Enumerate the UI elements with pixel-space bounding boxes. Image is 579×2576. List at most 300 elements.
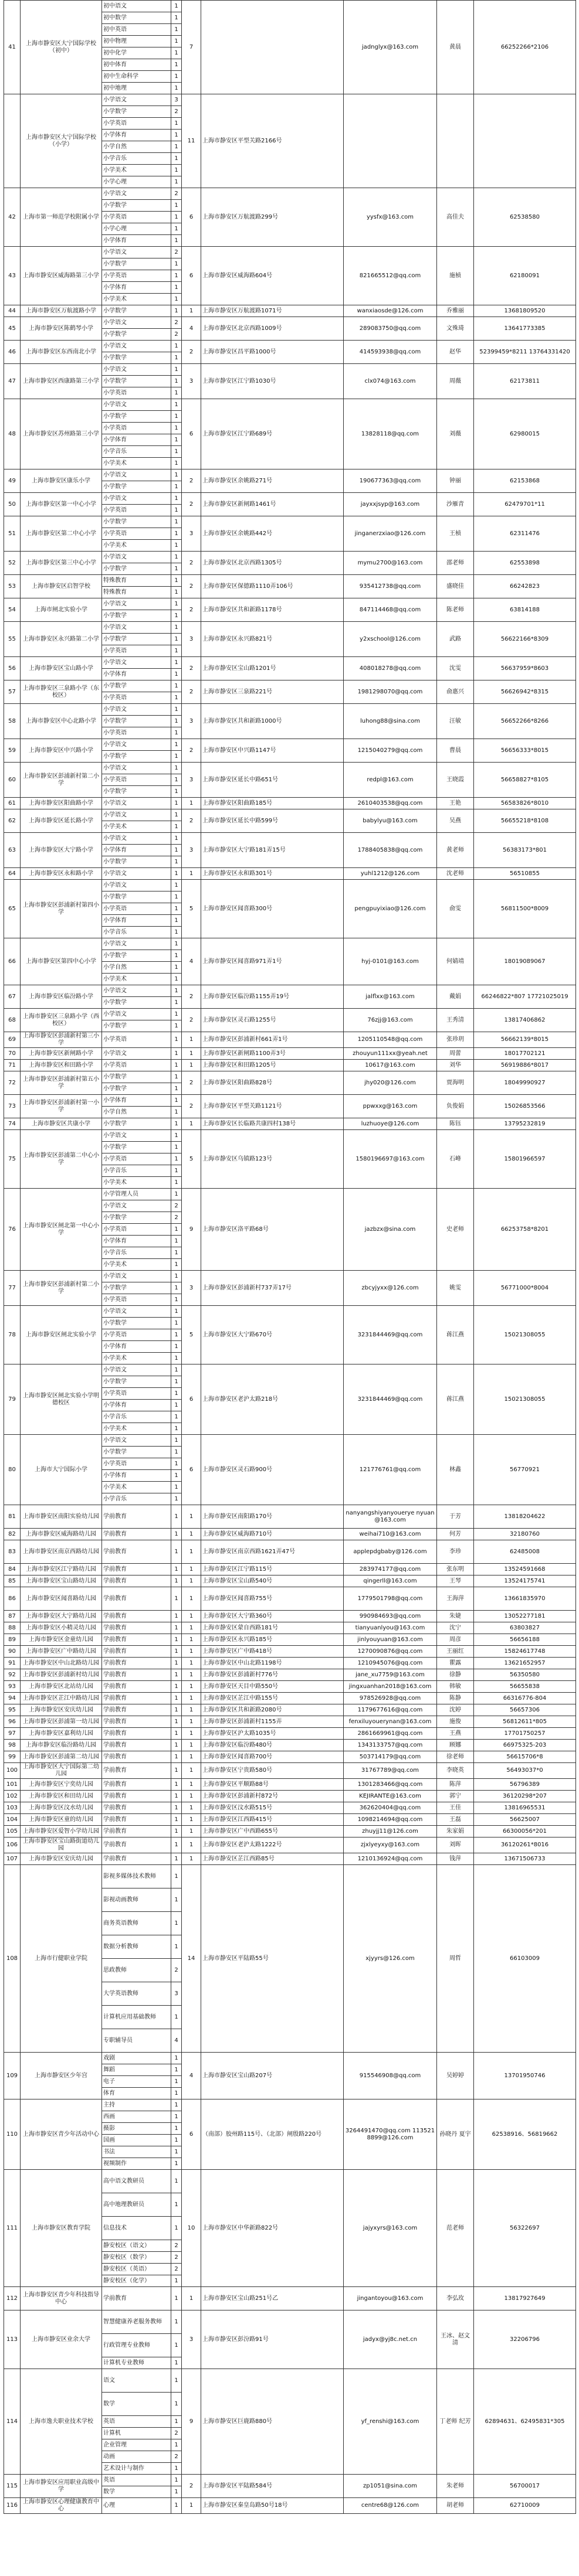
total-count: 4 bbox=[182, 2053, 201, 2099]
position-count: 1 bbox=[171, 71, 182, 83]
position-name: 小学体育 bbox=[102, 1470, 171, 1482]
table-row bbox=[4, 1, 576, 12]
position-count: 1 bbox=[171, 575, 182, 587]
total-count: 2 bbox=[182, 341, 201, 364]
position-name: 小学数学 bbox=[102, 305, 171, 317]
contact-person: 姚雯 bbox=[437, 1271, 474, 1306]
position-name: 数学 bbox=[102, 2486, 171, 2498]
position-name: 小学英语 bbox=[102, 645, 171, 657]
unit-name: 上海市静安区彭浦第二中心小学 bbox=[21, 1130, 102, 1189]
contact-email: 1179677616@qq.com bbox=[344, 1704, 437, 1716]
position-count: 1 bbox=[171, 950, 182, 962]
position-name: 国画 bbox=[102, 2135, 171, 2146]
position-name: 小学英语 bbox=[102, 1329, 171, 1341]
position-name: 小学英语 bbox=[102, 1294, 171, 1306]
total-count: 1 bbox=[182, 1575, 201, 1587]
contact-phone: 56510855 bbox=[474, 868, 576, 880]
recruitment-table bbox=[4, 0, 576, 2514]
position-count: 1 bbox=[171, 2498, 182, 2514]
unit-name: 上海市静安区苏州路第三小学 bbox=[21, 399, 102, 469]
position-name: 小学语文 bbox=[102, 809, 171, 821]
contact-phone: 13661835970 bbox=[474, 1587, 576, 1611]
contact-phone: 18049990927 bbox=[474, 1071, 576, 1095]
school-address: 上海市静安区平陆路584号 bbox=[201, 2475, 344, 2498]
position-count: 1 bbox=[171, 938, 182, 950]
position-count: 1 bbox=[171, 1482, 182, 1493]
position-count: 1 bbox=[171, 1130, 182, 1142]
position-name: 初中语文 bbox=[102, 1, 171, 12]
position-count: 1 bbox=[171, 1704, 182, 1716]
position-count: 1 bbox=[171, 36, 182, 47]
position-count: 2 bbox=[171, 247, 182, 258]
position-count: 1 bbox=[171, 469, 182, 481]
contact-person: 李珍 bbox=[437, 1540, 474, 1564]
contact-phone: 62710009 bbox=[474, 2498, 576, 2514]
position-name: 小学音乐 bbox=[102, 446, 171, 458]
contact-person: 俞惠兴 bbox=[437, 680, 474, 704]
total-count: 1 bbox=[182, 1611, 201, 1622]
position-count: 1 bbox=[171, 2416, 182, 2428]
unit-name: 上海市静安区和田幼儿园 bbox=[21, 1791, 102, 1802]
position-name: 小学美术 bbox=[102, 821, 171, 833]
position-name: 小学语文 bbox=[102, 1435, 171, 1447]
contact-phone: 13641773385 bbox=[474, 317, 576, 341]
position-name: 小学英语 bbox=[102, 1388, 171, 1400]
contact-phone: 62485008 bbox=[474, 1540, 576, 1564]
position-name: 小学语文 bbox=[102, 1306, 171, 1318]
unit-name: 上海市静安区闸北第一中心小学 bbox=[21, 1189, 102, 1271]
school-address: 上海市静安区平陆路55号 bbox=[201, 1865, 344, 2053]
unit-name: 上海市静安区三泉路小学（东校区） bbox=[21, 680, 102, 704]
table-row bbox=[4, 493, 576, 505]
unit-name: 上海市静安区永和路小学 bbox=[21, 868, 102, 880]
position-count: 1 bbox=[171, 1376, 182, 1388]
row-number: 43 bbox=[4, 247, 21, 305]
row-number: 102 bbox=[4, 1791, 21, 1802]
contact-phone: 56655838 bbox=[474, 1681, 576, 1693]
position-name: 初中数学 bbox=[102, 12, 171, 24]
contact-phone: 13817406862 bbox=[474, 1009, 576, 1032]
table-row bbox=[4, 598, 576, 610]
position-count: 2 bbox=[171, 2428, 182, 2439]
position-count: 1 bbox=[171, 1364, 182, 1376]
contact-person: 范老师 bbox=[437, 2170, 474, 2287]
position-count: 2 bbox=[171, 1959, 182, 1982]
table-row bbox=[4, 1728, 576, 1740]
school-address: 上海市静安区平顺路88号 bbox=[201, 1779, 344, 1791]
contact-phone: 56652266*8266 bbox=[474, 704, 576, 739]
position-name: 小学数学 bbox=[102, 856, 171, 868]
row-number: 45 bbox=[4, 317, 21, 341]
position-name: 小学英语 bbox=[102, 505, 171, 516]
position-name: 学前教育 bbox=[102, 1505, 171, 1529]
contact-email: 414593938@qq.com bbox=[344, 341, 437, 364]
unit-name: 上海市静安区第四中心小学 bbox=[21, 938, 102, 985]
unit-name: 上海市静安区彭浦新村第二小学 bbox=[21, 1271, 102, 1306]
table-row bbox=[4, 516, 576, 528]
unit-name: 上海市行健职业学院 bbox=[21, 1865, 102, 2053]
unit-name: 上海市静安区东西南北小学 bbox=[21, 341, 102, 364]
school-address: 上海市静安区天目中路550号 bbox=[201, 1681, 344, 1693]
position-name: 体育 bbox=[102, 2088, 171, 2099]
contact-phone: 56658827*8105 bbox=[474, 763, 576, 798]
position-name: 学前教育 bbox=[102, 2287, 171, 2310]
position-count: 1 bbox=[171, 1153, 182, 1165]
position-count: 1 bbox=[171, 2357, 182, 2369]
unit-name: 上海市静安区大宁路幼儿园 bbox=[21, 1611, 102, 1622]
position-count: 1 bbox=[171, 2111, 182, 2123]
position-count: 1 bbox=[171, 2310, 182, 2334]
row-number: 101 bbox=[4, 1779, 21, 1791]
unit-name: 上海市静安区宝山路幼儿园 bbox=[21, 1575, 102, 1587]
position-name: 小学美术 bbox=[102, 165, 171, 176]
position-name: 学前教育 bbox=[102, 1564, 171, 1575]
table-row bbox=[4, 657, 576, 669]
unit-name: 上海市静安区青少年活动中心 bbox=[21, 2099, 102, 2170]
position-count: 1 bbox=[171, 341, 182, 352]
position-count: 1 bbox=[171, 2158, 182, 2170]
school-address: 上海市静安区万航渡路1071号 bbox=[201, 305, 344, 317]
table-row bbox=[4, 1751, 576, 1763]
total-count: 14 bbox=[182, 1865, 201, 2053]
contact-email: jayxxjsyp@163.com bbox=[344, 493, 437, 516]
total-count: 3 bbox=[182, 833, 201, 868]
table-row bbox=[4, 809, 576, 821]
position-name: 小学语文 bbox=[102, 1130, 171, 1142]
position-count: 2 bbox=[171, 1212, 182, 1224]
table-row bbox=[4, 1435, 576, 1447]
contact-phone: 56811500*8009 bbox=[474, 880, 576, 938]
table-row bbox=[4, 868, 576, 880]
row-number: 70 bbox=[4, 1048, 21, 1060]
contact-email: babylyu@163.com bbox=[344, 809, 437, 833]
row-number: 100 bbox=[4, 1763, 21, 1779]
position-count: 1 bbox=[171, 657, 182, 669]
contact-email: 503714179@qq.com bbox=[344, 1751, 437, 1763]
table-row bbox=[4, 1189, 576, 1200]
row-number: 84 bbox=[4, 1564, 21, 1575]
position-name: 学前教育 bbox=[102, 1575, 171, 1587]
position-name: 小学英语 bbox=[102, 1032, 171, 1048]
position-name: 智慧健康养老服务教师 bbox=[102, 2310, 171, 2334]
position-name: 初中化学 bbox=[102, 47, 171, 59]
table-row bbox=[4, 1529, 576, 1540]
position-count: 1 bbox=[171, 1107, 182, 1118]
unit-name: 上海市静安区新闸路小学 bbox=[21, 1048, 102, 1060]
contact-email: jadyx@yj8c.net.cn bbox=[344, 2310, 437, 2369]
position-name: 学前教育 bbox=[102, 1611, 171, 1622]
total-count: 1 bbox=[182, 2498, 201, 2514]
school-address: 上海市静安区阳曲路185号 bbox=[201, 798, 344, 809]
school-address: 上海市静安区余姚路271号 bbox=[201, 469, 344, 493]
position-name: 静安校区（英语） bbox=[102, 2264, 171, 2275]
contact-person: 沈老师 bbox=[437, 868, 474, 880]
position-count: 1 bbox=[171, 2193, 182, 2217]
position-count: 1 bbox=[171, 528, 182, 540]
contact-person: 石峰 bbox=[437, 1130, 474, 1189]
unit-name: 上海市静安区彭浦第一幼儿园 bbox=[21, 1716, 102, 1728]
school-address: 上海市静安区北京西路1009号 bbox=[201, 317, 344, 341]
contact-email: 1981298070@qq.com bbox=[344, 680, 437, 704]
total-count: 1 bbox=[182, 1837, 201, 1853]
total-count: 1 bbox=[182, 2287, 201, 2310]
position-name: 西画 bbox=[102, 2111, 171, 2123]
contact-email: 1779501798@qq.com bbox=[344, 1587, 437, 1611]
unit-name: 上海市静安区宁奕幼儿园 bbox=[21, 1779, 102, 1791]
position-count: 1 bbox=[171, 1306, 182, 1318]
contact-email: 1580196697@163.com bbox=[344, 1130, 437, 1189]
row-number: 99 bbox=[4, 1751, 21, 1763]
school-address: 上海市静安区宝山路1201号 bbox=[201, 657, 344, 680]
contact-person: 张珍玥 bbox=[437, 1032, 474, 1048]
contact-person: 刘晖 bbox=[437, 1837, 474, 1853]
contact-email bbox=[344, 94, 437, 188]
contact-person: 周薇 bbox=[437, 364, 474, 399]
position-name: 小学数学 bbox=[102, 1083, 171, 1095]
unit-name: 上海市静安区爱智小学幼儿园 bbox=[21, 1826, 102, 1837]
row-number: 62 bbox=[4, 809, 21, 833]
position-count: 1 bbox=[171, 235, 182, 247]
row-number: 105 bbox=[4, 1826, 21, 1837]
position-count: 1 bbox=[171, 1493, 182, 1505]
position-name: 高中语文教研员 bbox=[102, 2170, 171, 2193]
position-count: 1 bbox=[171, 1353, 182, 1364]
school-address: 上海市静安区广中西路655号 bbox=[201, 1826, 344, 1837]
row-number: 112 bbox=[4, 2287, 21, 2310]
contact-email: 31767789@qq.com bbox=[344, 1763, 437, 1779]
unit-name: 上海市静安区业余大学 bbox=[21, 2310, 102, 2369]
contact-email: xjyyrs@126.com bbox=[344, 1865, 437, 2053]
unit-name: 上海市静安区金童幼儿园 bbox=[21, 1634, 102, 1646]
contact-phone: 32180760 bbox=[474, 1529, 576, 1540]
position-name: 思政教师 bbox=[102, 1959, 171, 1982]
school-address: 上海市静安区江宁路1030号 bbox=[201, 364, 344, 399]
total-count: 1 bbox=[182, 1505, 201, 1529]
school-address: 上海市静安区延长中路651号 bbox=[201, 763, 344, 798]
contact-phone: 56700017 bbox=[474, 2475, 576, 2498]
position-name: 小学英语 bbox=[102, 528, 171, 540]
total-count: 1 bbox=[182, 1802, 201, 1814]
position-count: 1 bbox=[171, 2076, 182, 2088]
position-count: 1 bbox=[171, 1009, 182, 1020]
contact-email: KEJIRANTE@163.com bbox=[344, 1791, 437, 1802]
school-address: 上海市静安区汶水路515号 bbox=[201, 1802, 344, 1814]
position-count: 2 bbox=[171, 1200, 182, 1212]
row-number: 72 bbox=[4, 1071, 21, 1095]
contact-email: luhong88@sina.com bbox=[344, 704, 437, 739]
table-row bbox=[4, 2170, 576, 2182]
contact-phone: 62538916、56819662 bbox=[474, 2099, 576, 2170]
table-row bbox=[4, 739, 576, 751]
contact-email: 283974177@qq.com bbox=[344, 1564, 437, 1575]
position-name: 小学数学 bbox=[102, 1020, 171, 1032]
school-address: 上海市静安区宝山路251号乙 bbox=[201, 2287, 344, 2310]
school-address: 上海市静安区老沪太路218号 bbox=[201, 1364, 344, 1435]
position-name: 小学英语 bbox=[102, 1458, 171, 1470]
contact-person: 盛晓佳 bbox=[437, 575, 474, 598]
unit-name: 上海市静安区宝山路街道幼儿园 bbox=[21, 1837, 102, 1853]
position-count: 1 bbox=[171, 2123, 182, 2135]
table-row bbox=[4, 1564, 576, 1575]
row-number: 81 bbox=[4, 1505, 21, 1529]
row-number: 53 bbox=[4, 575, 21, 598]
total-count: 7 bbox=[182, 1, 201, 94]
position-count: 1 bbox=[171, 2006, 182, 2029]
position-count: 1 bbox=[171, 1865, 182, 1888]
contact-phone bbox=[474, 94, 576, 188]
table-row bbox=[4, 469, 576, 481]
position-name: 高中地理教研员 bbox=[102, 2193, 171, 2217]
total-count: 2 bbox=[182, 657, 201, 680]
row-number: 92 bbox=[4, 1669, 21, 1681]
position-count: 1 bbox=[171, 2475, 182, 2486]
position-name: 主持 bbox=[102, 2099, 171, 2111]
contact-phone: 66242823 bbox=[474, 575, 576, 598]
school-address: 上海市静安区彭汾路91号 bbox=[201, 2310, 344, 2369]
position-count: 1 bbox=[171, 2393, 182, 2416]
contact-email: zhuyjj11@126.com bbox=[344, 1826, 437, 1837]
table-row bbox=[4, 1814, 576, 1826]
position-count: 1 bbox=[171, 1763, 182, 1779]
contact-person: 周蕾 bbox=[437, 1048, 474, 1060]
position-name: 视频制作 bbox=[102, 2158, 171, 2170]
school-address: 上海市静安区中华新路822号 bbox=[201, 2170, 344, 2287]
row-number: 55 bbox=[4, 622, 21, 657]
school-address: 上海市静安区彭浦新村737弄17号 bbox=[201, 1271, 344, 1306]
contact-email: hyj-0101@163.com bbox=[344, 938, 437, 985]
contact-email: tianyuanlyou@163.com bbox=[344, 1622, 437, 1634]
position-count: 1 bbox=[171, 1540, 182, 1564]
contact-person: 沙雁青 bbox=[437, 493, 474, 516]
table-row bbox=[4, 1095, 576, 1107]
position-count: 1 bbox=[171, 1236, 182, 1247]
contact-email: 3231844469@qq.com bbox=[344, 1306, 437, 1364]
unit-name: 上海市静安区临汾路幼儿园 bbox=[21, 1740, 102, 1751]
table-row bbox=[4, 704, 576, 716]
table-row bbox=[4, 1575, 576, 1587]
contact-phone: 17701750257 bbox=[474, 1728, 576, 1740]
position-name: 小学数学 bbox=[102, 376, 171, 387]
position-name: 小学英语 bbox=[102, 212, 171, 223]
position-count: 1 bbox=[171, 915, 182, 927]
contact-phone: 36120261*8016 bbox=[474, 1837, 576, 1853]
position-count: 1 bbox=[171, 2064, 182, 2076]
position-name: 学前教育 bbox=[102, 1826, 171, 1837]
school-address: 上海市静安区乌镇路123号 bbox=[201, 1130, 344, 1189]
position-name: 小学语文 bbox=[102, 739, 171, 751]
position-count: 1 bbox=[171, 1071, 182, 1083]
unit-name: 上海市静安区第一中心小学 bbox=[21, 493, 102, 516]
position-count: 1 bbox=[171, 903, 182, 915]
position-name: 小学数学 bbox=[102, 716, 171, 727]
position-name: 小学数学 bbox=[102, 610, 171, 622]
total-count: 1 bbox=[182, 1763, 201, 1779]
row-number: 48 bbox=[4, 399, 21, 469]
contact-phone: 18019089067 bbox=[474, 938, 576, 985]
position-name: 学前教育 bbox=[102, 1814, 171, 1826]
total-count: 1 bbox=[182, 1681, 201, 1693]
table-row bbox=[4, 305, 576, 317]
position-name: 小学数学 bbox=[102, 1142, 171, 1153]
total-count: 3 bbox=[182, 763, 201, 798]
position-name: 小学语文 bbox=[102, 399, 171, 411]
unit-name: 上海市静安区闸北实验小学明德校区 bbox=[21, 1364, 102, 1435]
contact-phone: 32206796 bbox=[474, 2310, 576, 2369]
school-address: 上海市静安区共和新路1000号 bbox=[201, 704, 344, 739]
table-row bbox=[4, 1048, 576, 1060]
row-number: 73 bbox=[4, 1095, 21, 1118]
contact-phone: 56655218*8108 bbox=[474, 809, 576, 833]
contact-person: 朱婕 bbox=[437, 1611, 474, 1622]
row-number: 83 bbox=[4, 1540, 21, 1564]
position-count: 1 bbox=[171, 634, 182, 645]
unit-name: 上海市静安区安庆幼儿园 bbox=[21, 1704, 102, 1716]
contact-phone: 13701950746 bbox=[474, 2053, 576, 2099]
contact-email: wanxiaosde@126.com bbox=[344, 305, 437, 317]
position-count: 1 bbox=[171, 997, 182, 1009]
total-count: 9 bbox=[182, 2369, 201, 2475]
contact-phone: 66316776-804 bbox=[474, 1693, 576, 1704]
table-row bbox=[4, 1791, 576, 1802]
school-address: 上海市静安区闻喜路300号 bbox=[201, 880, 344, 938]
contact-person: 王桢 bbox=[437, 516, 474, 552]
position-count: 1 bbox=[171, 270, 182, 282]
contact-phone: 13524175741 bbox=[474, 1575, 576, 1587]
position-count: 1 bbox=[171, 1083, 182, 1095]
row-number: 42 bbox=[4, 188, 21, 247]
contact-phone: 13524591668 bbox=[474, 1564, 576, 1575]
school-address: 上海市静安区南京西路1621弄47号 bbox=[201, 1540, 344, 1564]
contact-phone: 56625007 bbox=[474, 1814, 576, 1826]
school-address: 上海市静安区洛平路68号 bbox=[201, 1189, 344, 1271]
contact-phone: 56493037*0 bbox=[474, 1763, 576, 1779]
total-count: 6 bbox=[182, 247, 201, 305]
contact-person: 钱萍 bbox=[437, 1853, 474, 1865]
position-name: 小学美术 bbox=[102, 294, 171, 305]
position-name: 小学音乐 bbox=[102, 1247, 171, 1259]
position-count: 1 bbox=[171, 1458, 182, 1470]
position-name: 书法 bbox=[102, 2146, 171, 2158]
position-name: 小学语文 bbox=[102, 798, 171, 809]
position-name: 行政管理专业教师 bbox=[102, 2334, 171, 2357]
row-number bbox=[4, 94, 21, 188]
position-count: 1 bbox=[171, 12, 182, 24]
total-count: 1 bbox=[182, 1529, 201, 1540]
position-count: 1 bbox=[171, 200, 182, 212]
position-count: 1 bbox=[171, 1, 182, 12]
unit-name: 上海市静安区教育学院 bbox=[21, 2170, 102, 2287]
total-count: 11 bbox=[182, 94, 201, 188]
total-count: 1 bbox=[182, 1751, 201, 1763]
contact-phone: 66253758*8201 bbox=[474, 1189, 576, 1271]
row-number: 58 bbox=[4, 704, 21, 739]
unit-name: 上海市静安区芷江中路幼儿园 bbox=[21, 1693, 102, 1704]
row-number: 50 bbox=[4, 493, 21, 516]
school-address: 上海市静安区万航渡路299号 bbox=[201, 188, 344, 247]
position-count: 1 bbox=[171, 458, 182, 469]
table-row bbox=[4, 1704, 576, 1716]
total-count: 1 bbox=[182, 1118, 201, 1130]
row-number: 86 bbox=[4, 1587, 21, 1611]
position-count: 1 bbox=[171, 727, 182, 739]
position-name: 小学数学 bbox=[102, 634, 171, 645]
table-row bbox=[4, 1669, 576, 1681]
position-name: 小学数学 bbox=[102, 1318, 171, 1329]
position-count: 1 bbox=[171, 1853, 182, 1865]
position-count: 1 bbox=[171, 1048, 182, 1060]
position-count: 1 bbox=[171, 1669, 182, 1681]
contact-person: 朱家娟 bbox=[437, 1826, 474, 1837]
